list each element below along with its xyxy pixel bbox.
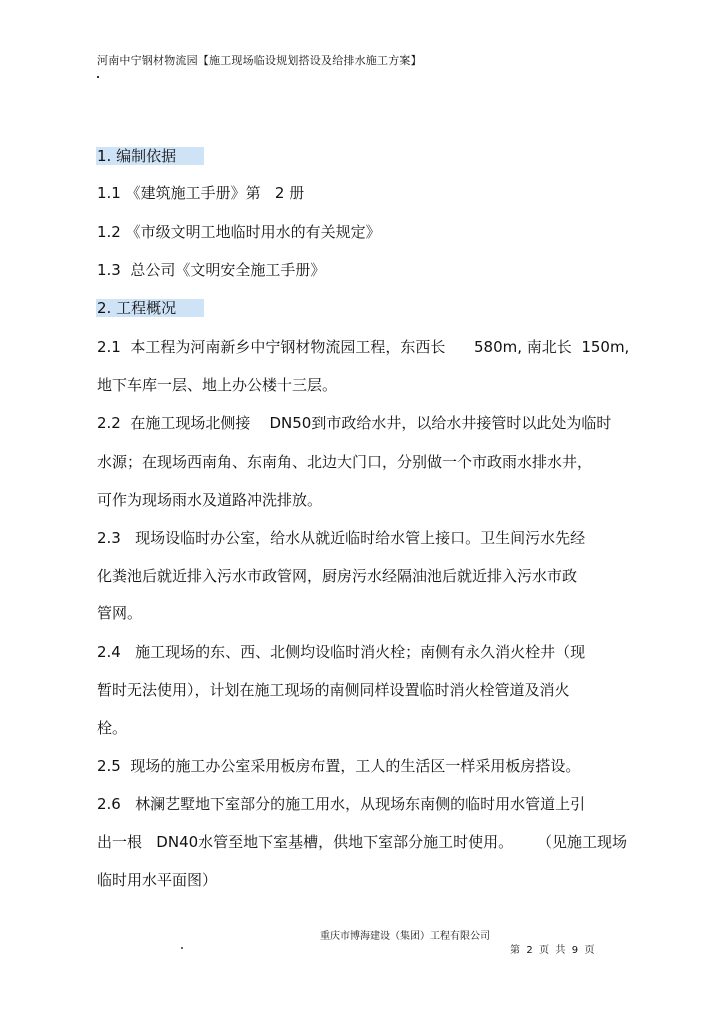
document-header: 河南中宁钢材物流园【施工现场临设规划搭设及给排水施工方案】 bbox=[97, 54, 422, 67]
line-1-1: 1.1 《建筑施工手册》第 2 册 bbox=[97, 184, 305, 202]
header-dot bbox=[97, 76, 99, 78]
line-2-3a: 2.3 现场设临时办公室，给水从就近临时给水管上接口。卫生间污水先经 bbox=[97, 529, 586, 547]
footer-company: 重庆市博海建设（集团）工程有限公司 bbox=[320, 931, 490, 942]
line-2-3b: 化粪池后就近排入污水市政管网，厨房污水经隔油池后就近排入污水市政 bbox=[97, 567, 578, 585]
line-2-2c: 可作为现场雨水及道路冲洗排放。 bbox=[97, 491, 323, 509]
section-heading-2 bbox=[97, 296, 204, 320]
footer-dot bbox=[181, 947, 183, 949]
line-2-6c: 临时用水平面图） bbox=[97, 871, 218, 889]
line-2-2b: 水源；在现场西南角、东南角、北边大门口，分别做一个市政雨水排水井， bbox=[97, 453, 593, 471]
line-2-4c: 栓。 bbox=[97, 719, 128, 737]
line-2-2a: 2.2 在施工现场北侧接 DN50到市政给水井，以给水井接管时以此处为临时 bbox=[97, 414, 612, 432]
line-2-6b: 出一根 DN40水管至地下室基槽，供地下室部分施工时使用。 （见施工现场 bbox=[97, 833, 628, 851]
heading-1-text: 1. 编制依据 bbox=[96, 147, 204, 165]
line-2-1b: 地下车库一层、地上办公楼十三层。 bbox=[97, 376, 338, 394]
section-heading-1 bbox=[97, 144, 204, 168]
line-2-4a: 2.4 施工现场的东、西、北侧均设临时消火栓；南侧有永久消火栓井（现 bbox=[97, 643, 586, 661]
line-2-3c: 管网。 bbox=[97, 604, 143, 622]
heading-2-text: 2. 工程概况 bbox=[96, 299, 204, 317]
page-number: 第 2 页 共 9 页 bbox=[510, 945, 595, 956]
line-2-1a: 2.1 本工程为河南新乡中宁钢材物流园工程，东西长 580m, 南北长 150m, bbox=[97, 338, 630, 356]
line-2-4b: 暂时无法使用），计划在施工现场的南侧同样设置临时消火栓管道及消火 bbox=[97, 681, 570, 699]
line-1-3: 1.3 总公司《文明安全施工手册》 bbox=[97, 261, 326, 279]
line-1-2: 1.2 《市级文明工地临时用水的有关规定》 bbox=[97, 223, 381, 241]
line-2-6a: 2.6 林澜艺墅地下室部分的施工用水，从现场东南侧的临时用水管道上引 bbox=[97, 795, 586, 813]
line-2-5: 2.5 现场的施工办公室采用板房布置，工人的生活区一样采用板房搭设。 bbox=[97, 757, 581, 775]
